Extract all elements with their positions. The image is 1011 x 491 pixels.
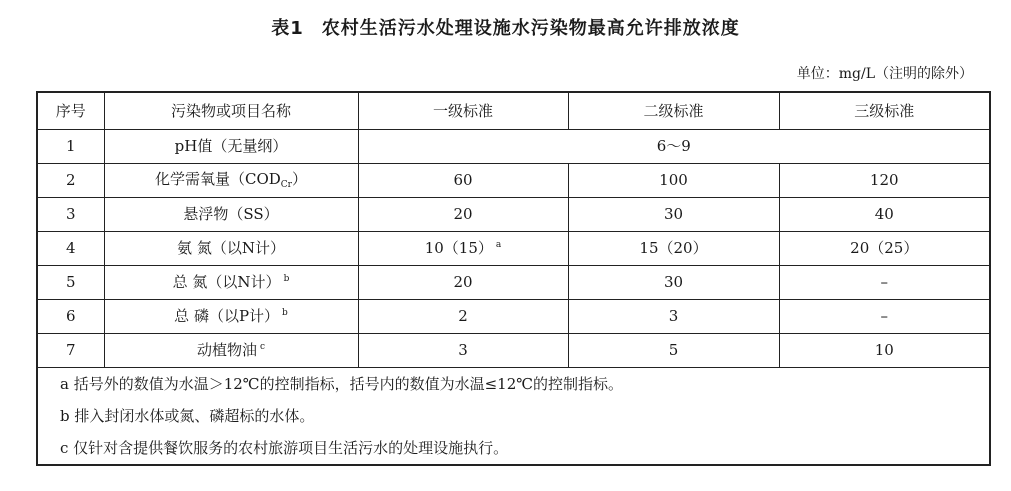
grade2-value: 3: [568, 300, 779, 334]
grade3-value: 10: [779, 334, 990, 368]
pollutant-name: [104, 334, 358, 368]
grade1-value: 3: [358, 334, 568, 368]
grade1-value: [358, 232, 568, 266]
footnote-b: b 排入封闭水体或氮、磷超标的水体。: [37, 400, 990, 432]
header-cell-name: 污染物或项目名称: [104, 92, 358, 130]
grade3-value: 40: [779, 198, 990, 232]
row-number: 3: [37, 198, 104, 232]
pollutant-name: pH值（无量纲）: [104, 130, 358, 164]
footnote-row: [37, 368, 990, 401]
table-title-text: 农村生活污水处理设施水污染物最高允许排放浓度: [321, 18, 740, 39]
unit-note: 单位：mg/L（注明的除外）: [796, 66, 973, 82]
table-row: [37, 232, 990, 266]
table-row: [37, 266, 990, 300]
pollutant-name: 悬浮物（SS）: [104, 198, 358, 232]
subscript: Cr: [280, 179, 292, 190]
footnote-marker: b: [283, 274, 290, 284]
header-cell-grade1: 一级标准: [358, 92, 568, 130]
header-cell-grade3: 三级标准: [779, 92, 990, 130]
table-row: [37, 130, 990, 164]
grade2-value: 30: [568, 266, 779, 300]
table-row: [37, 164, 990, 198]
row-number: 5: [37, 266, 104, 300]
pollutant-name-text: 总 氮（以N计）: [172, 273, 281, 291]
grade1-value: 20: [358, 198, 568, 232]
pollutant-name-text: 总 磷（以P计）: [174, 307, 280, 325]
footnote-marker: a: [495, 240, 502, 250]
header-cell-grade2: 二级标准: [568, 92, 779, 130]
table-row: [37, 334, 990, 368]
emission-standards-table: [36, 91, 991, 466]
row-number: 6: [37, 300, 104, 334]
grade1-value: 60: [358, 164, 568, 198]
grade2-value: 100: [568, 164, 779, 198]
grade3-value: 120: [779, 164, 990, 198]
footnote-row: [37, 432, 990, 465]
pollutant-name: [104, 300, 358, 334]
grade2-value: 5: [568, 334, 779, 368]
footnote-marker: c: [259, 342, 266, 352]
table-header-row: [37, 92, 990, 130]
pollutant-name: [104, 266, 358, 300]
footnote-c: c 仅针对含提供餐饮服务的农村旅游项目生活污水的处理设施执行。: [37, 432, 990, 465]
grade3-value: –: [779, 300, 990, 334]
pollutant-name: 氨 氮（以N计）: [104, 232, 358, 266]
grade3-value: 20（25）: [779, 232, 990, 266]
grade1-value: 2: [358, 300, 568, 334]
row-number: 4: [37, 232, 104, 266]
grade3-value: –: [779, 266, 990, 300]
grade2-value: 15（20）: [568, 232, 779, 266]
pollutant-name-main: 化学需氧量（COD: [154, 169, 281, 188]
row-number: 7: [37, 334, 104, 368]
pollutant-name: [104, 164, 358, 198]
table-row: [37, 300, 990, 334]
header-cell-no: 序号: [37, 92, 104, 130]
grade1-value-text: 10（15）: [424, 239, 493, 257]
pollutant-name-text: 动植物油: [196, 341, 257, 359]
pollutant-name-close: ）: [292, 169, 308, 188]
footnote-marker: b: [282, 308, 288, 318]
footnote-a: a 括号外的数值为水温＞12℃的控制指标，括号内的数值为水温≤12℃的控制指标。: [37, 368, 990, 401]
row-number: 1: [37, 130, 104, 164]
table-title: [0, 14, 1011, 40]
merged-value-cell: 6～9: [358, 130, 990, 164]
table-row: [37, 198, 990, 232]
row-number: 2: [37, 164, 104, 198]
grade2-value: 30: [568, 198, 779, 232]
grade1-value: 20: [358, 266, 568, 300]
table-number: 表1: [271, 18, 304, 39]
footnote-row: [37, 400, 990, 432]
